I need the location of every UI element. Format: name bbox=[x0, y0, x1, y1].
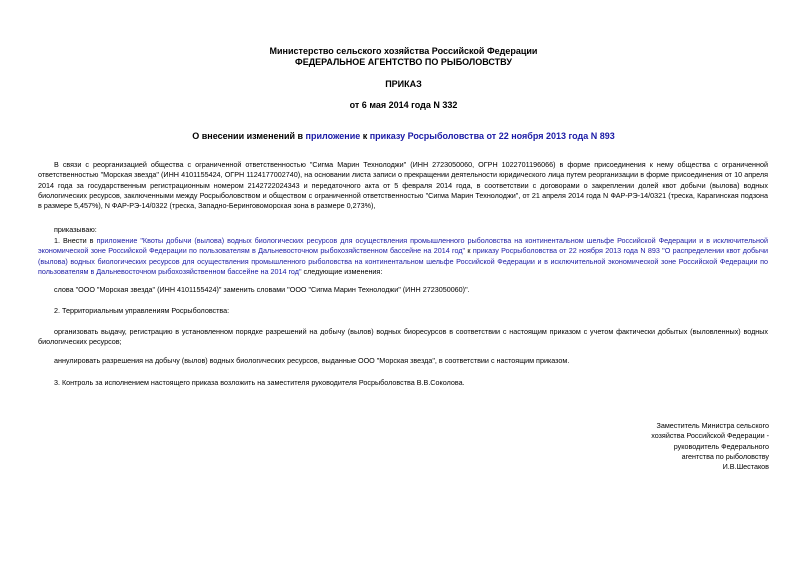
item2a-paragraph: организовать выдачу, регистрацию в установленном порядке разрешений на добычу (вылов) водных биоресурсов в соответствии с настоящим приказом с учетом фактически добытых (выловленных) водных биологических ресурсов; bbox=[38, 327, 768, 347]
item1-mid: к bbox=[465, 246, 473, 256]
item2b-paragraph: аннулировать разрешения на добычу (вылов) водных биологических ресурсов, выданные ООО "Морская звезда", в соответствии с настоящим приказом. bbox=[54, 356, 570, 365]
title-link-appendix[interactable]: приложение bbox=[305, 131, 361, 141]
ministry-heading: Министерство сельского хозяйства Российской Федерации bbox=[269, 46, 538, 56]
preamble-paragraph: В связи с реорганизацией общества с ограниченной ответственностью "Сигма Марин Технолоджи" (ИНН 2723050060, ОГРН 1022701196066) в форме присоединения к нему общества с ограниченной ответственностью "Морская звезда" (ИНН 4101155424, ОГРН 1124177002740), на основании листа записи о прекращении деятельности юридического лица путем реорганизации в форме присоединения от 10 апреля 2014 года за государственным регистрационным номером 2142722024343 и передаточного акта от 5 февраля 2014 года, в соответствии с договорами о закреплении долей квот добычи (вылова) водных биологических ресурсов, заключенными между Росрыболовством и обществом с ограниченной ответственностью "Сигма Марин Технолоджи", от 21 апреля 2014 года N ФАР-РЭ-14/0321 (треска, Карагинская подзона в размере 5,457%), N ФАР-РЭ-14/0322 (треска, Западно-Беринговоморская зона в размере 0,273%), bbox=[38, 160, 768, 211]
item2-block bbox=[38, 306, 768, 316]
title-mid: к bbox=[360, 131, 370, 141]
item3-paragraph: 3. Контроль за исполнением настоящего приказа возложить на заместителя руководителя Росрыболовства В.В.Соколова. bbox=[54, 378, 465, 387]
item3-block bbox=[38, 378, 768, 388]
preamble-block bbox=[38, 160, 768, 211]
doc-type-heading: ПРИКАЗ bbox=[385, 79, 422, 89]
title-link-order[interactable]: приказу Росрыболовства от 22 ноября 2013 года N 893 bbox=[369, 131, 615, 141]
item1-paragraph bbox=[38, 236, 768, 277]
title-prefix: О внесении изменений в bbox=[192, 131, 306, 141]
item1-link-order[interactable]: приказу Росрыболовства от 22 ноября 2013 года N 893 "О распределении квот добычи (вылова) водных биологических ресурсов для осуществления промышленного рыболовства на континентальном шельфе Российской Федерации и в исключительной экономической зоне Российской Федерации по пользователям в Дальневосточном рыбохозяйственном бассейне на 2014 год" bbox=[38, 246, 769, 276]
item2-paragraph: 2. Территориальным управлениям Росрыболовства: bbox=[54, 306, 230, 315]
date-number-heading: от 6 мая 2014 года N 332 bbox=[349, 100, 458, 110]
order-word: приказываю: bbox=[54, 225, 97, 234]
words-replace-paragraph: слова "ООО "Морская звезда" (ИНН 4101155424)" заменить словами "ООО "Сигма Марин Технолоджи" (ИНН 2723050060)". bbox=[54, 285, 470, 294]
agency-heading: ФЕДЕРАЛЬНОЕ АГЕНТСТВО ПО РЫБОЛОВСТВУ bbox=[295, 57, 512, 67]
signature-line-3: руководитель Федерального bbox=[673, 441, 769, 451]
item2b-block bbox=[38, 356, 768, 366]
signature-line-2: хозяйства Российской Федерации - bbox=[651, 431, 769, 441]
item1-start: 1. Внести в bbox=[54, 236, 97, 245]
item2a-block bbox=[38, 327, 768, 348]
signature-block bbox=[569, 421, 769, 472]
signature-line-4: агентства по рыболовству bbox=[681, 451, 769, 461]
order-word-block bbox=[38, 225, 768, 235]
signature-line-1: Заместитель Министра сельского bbox=[656, 421, 769, 430]
words-replace-block bbox=[38, 285, 768, 295]
item1-end: следующие изменения: bbox=[301, 266, 383, 276]
item1-link-appendix[interactable]: приложение "Квоты добычи (вылова) водных биологических ресурсов для осуществления промышленного рыболовства на континентальном шельфе Российской Федерации и в исключительной экономической зоне Российской Федерации по пользователям в Дальневосточном рыбохозяйственном бассейне на 2014 год" bbox=[38, 236, 768, 256]
signature-name: И.В.Шестаков bbox=[722, 462, 769, 472]
item1-block bbox=[38, 236, 768, 277]
document-title bbox=[0, 131, 807, 142]
